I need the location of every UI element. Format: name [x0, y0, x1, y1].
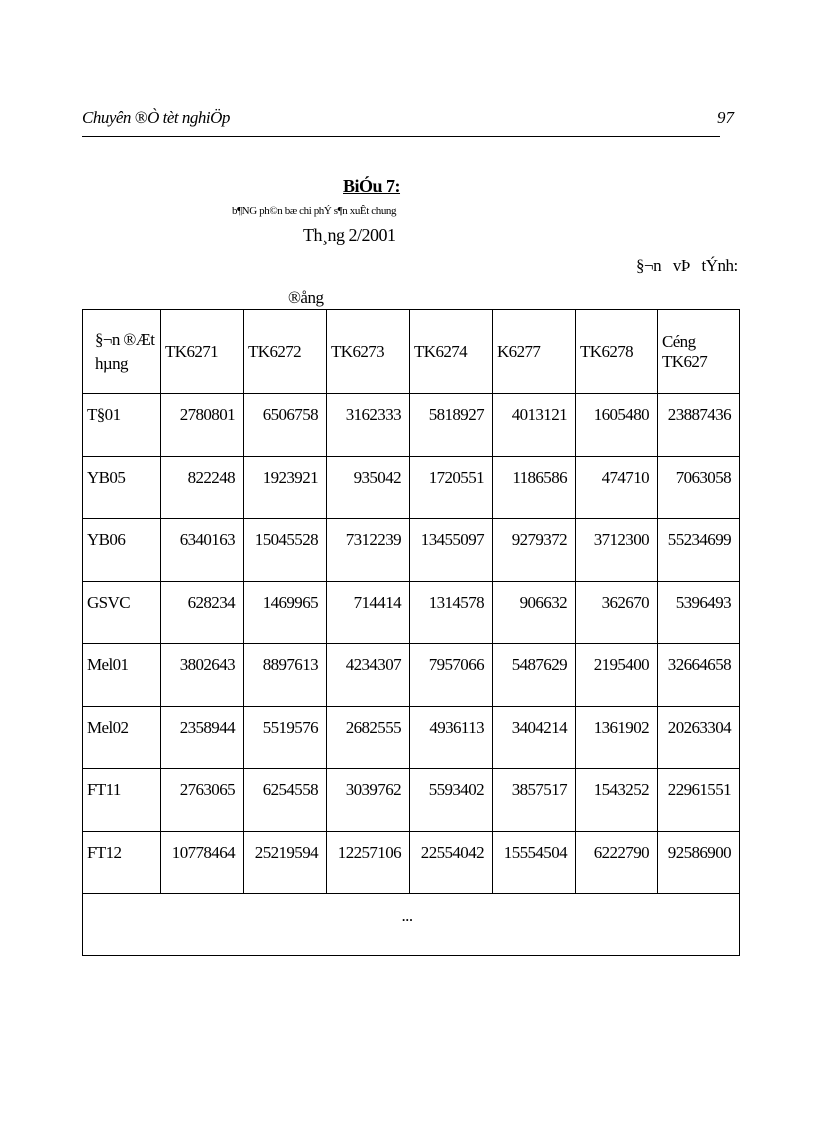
amount-cell: 6222790: [576, 831, 658, 894]
amount-cell: 6340163: [161, 519, 244, 582]
table-row: [83, 831, 740, 894]
amount-cell: 6254558: [244, 769, 327, 832]
column-header-order: §¬n ®Æt hµng: [83, 310, 161, 394]
amount-cell: 20263304: [658, 706, 740, 769]
amount-cell: 3712300: [576, 519, 658, 582]
amount-cell: 474710: [576, 456, 658, 519]
order-code-cell: Mel02: [83, 706, 161, 769]
amount-cell: 3857517: [493, 769, 576, 832]
amount-cell: 1543252: [576, 769, 658, 832]
page-header: [82, 108, 734, 138]
amount-cell: 13455097: [410, 519, 493, 582]
table-row: [83, 519, 740, 582]
amount-cell: 822248: [161, 456, 244, 519]
amount-cell: 55234699: [658, 519, 740, 582]
table-row: [83, 769, 740, 832]
amount-cell: 1361902: [576, 706, 658, 769]
table-row: [83, 581, 740, 644]
order-code-cell: FT11: [83, 769, 161, 832]
column-header: TK6271: [161, 310, 244, 394]
order-code-cell: YB05: [83, 456, 161, 519]
amount-cell: 1186586: [493, 456, 576, 519]
amount-cell: 7957066: [410, 644, 493, 707]
continuation-row: [83, 894, 740, 956]
amount-cell: 4234307: [327, 644, 410, 707]
amount-cell: 1314578: [410, 581, 493, 644]
column-header: TK6272: [244, 310, 327, 394]
unit-label: §¬n vÞ tÝnh:: [636, 256, 738, 275]
amount-cell: 8897613: [244, 644, 327, 707]
amount-cell: 5487629: [493, 644, 576, 707]
month-label: Th¸ng 2/2001: [303, 225, 396, 245]
table-subtitle: b¶NG ph©n bæ chi phÝ s¶n xuÊt chung: [232, 205, 397, 217]
amount-cell: 2763065: [161, 769, 244, 832]
column-header: Céng TK627: [658, 310, 740, 394]
amount-cell: 5396493: [658, 581, 740, 644]
exhibit-title: BiÓu 7:: [343, 176, 401, 196]
amount-cell: 1605480: [576, 394, 658, 457]
allocation-table: [82, 309, 740, 956]
amount-cell: 5519576: [244, 706, 327, 769]
amount-cell: 2682555: [327, 706, 410, 769]
amount-cell: 7312239: [327, 519, 410, 582]
amount-cell: 92586900: [658, 831, 740, 894]
column-header: TK6274: [410, 310, 493, 394]
currency-caption: ®ång: [288, 288, 324, 307]
amount-cell: 935042: [327, 456, 410, 519]
column-header: TK6278: [576, 310, 658, 394]
column-header: K6277: [493, 310, 576, 394]
amount-cell: 2195400: [576, 644, 658, 707]
amount-cell: 15554504: [493, 831, 576, 894]
amount-cell: 714414: [327, 581, 410, 644]
order-code-cell: FT12: [83, 831, 161, 894]
header-title: Chuyên ®Ò tèt nghiÖp: [82, 108, 230, 127]
order-code-cell: T§01: [83, 394, 161, 457]
amount-cell: 3802643: [161, 644, 244, 707]
amount-cell: 2780801: [161, 394, 244, 457]
order-code-cell: Mel01: [83, 644, 161, 707]
amount-cell: 22554042: [410, 831, 493, 894]
amount-cell: 1923921: [244, 456, 327, 519]
continuation-ellipsis: ...: [83, 894, 740, 956]
table-row: [83, 456, 740, 519]
amount-cell: 628234: [161, 581, 244, 644]
amount-cell: 25219594: [244, 831, 327, 894]
amount-cell: 22961551: [658, 769, 740, 832]
amount-cell: 15045528: [244, 519, 327, 582]
amount-cell: 5818927: [410, 394, 493, 457]
amount-cell: 7063058: [658, 456, 740, 519]
amount-cell: 5593402: [410, 769, 493, 832]
amount-cell: 23887436: [658, 394, 740, 457]
header-rule: [82, 136, 720, 137]
order-code-cell: GSVC: [83, 581, 161, 644]
amount-cell: 12257106: [327, 831, 410, 894]
amount-cell: 3162333: [327, 394, 410, 457]
table-header-row: [83, 310, 740, 394]
amount-cell: 2358944: [161, 706, 244, 769]
amount-cell: 4936113: [410, 706, 493, 769]
column-header: TK6273: [327, 310, 410, 394]
page-number: 97: [717, 108, 734, 127]
amount-cell: 4013121: [493, 394, 576, 457]
amount-cell: 9279372: [493, 519, 576, 582]
amount-cell: 6506758: [244, 394, 327, 457]
table-row: [83, 394, 740, 457]
amount-cell: 1720551: [410, 456, 493, 519]
table-row: [83, 644, 740, 707]
table-body: [83, 394, 740, 956]
order-code-cell: YB06: [83, 519, 161, 582]
amount-cell: 3039762: [327, 769, 410, 832]
amount-cell: 906632: [493, 581, 576, 644]
amount-cell: 10778464: [161, 831, 244, 894]
amount-cell: 1469965: [244, 581, 327, 644]
table-row: [83, 706, 740, 769]
amount-cell: 32664658: [658, 644, 740, 707]
amount-cell: 3404214: [493, 706, 576, 769]
amount-cell: 362670: [576, 581, 658, 644]
